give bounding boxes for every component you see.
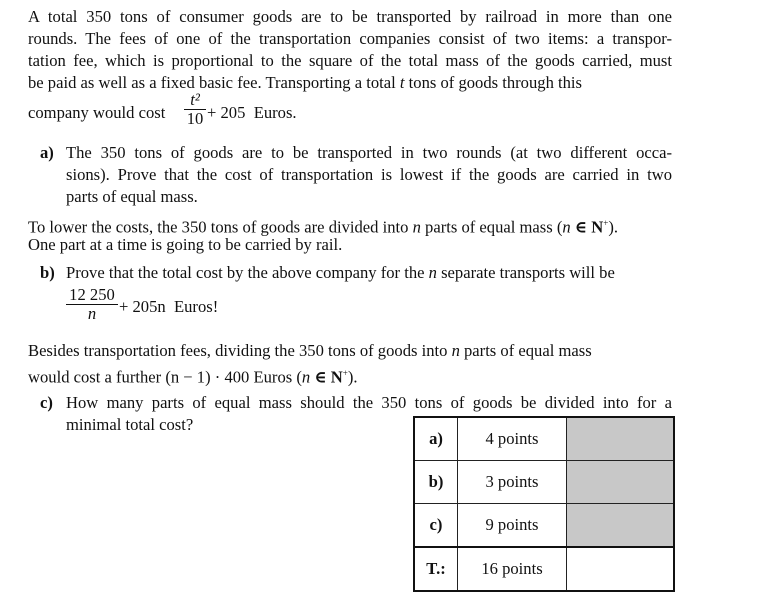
score-row-c (414, 504, 674, 548)
score-row-points: 3 points (458, 461, 567, 504)
intro-line-2: rounds. The fees of one of the transportation companies consist of two items: a transpor- (28, 29, 672, 48)
intro-line-3: tation fee, which is proportional to the square of the total mass of the goods carried, must (28, 51, 672, 70)
intro-line-5-label: company would cost (28, 103, 166, 122)
score-row-a (414, 417, 674, 461)
score-table (413, 416, 675, 592)
score-row-label: b) (414, 461, 458, 504)
score-row-label: c) (414, 504, 458, 548)
part-c-line-1: How many parts of equal mass should the 350 tons of goods be divided into for a (66, 393, 672, 412)
score-row-score-cell[interactable] (567, 504, 675, 548)
cost-fraction (184, 91, 206, 128)
score-row-label: T.: (414, 547, 458, 591)
part-a-line-1: The 350 tons of goods are to be transported in two rounds (at two different occa- (66, 143, 672, 162)
middle-line-1: To lower the costs, the 350 tons of goods are divided into n parts of equal mass (n ∈ N+). (28, 217, 618, 237)
part-c-line-2: minimal total cost? (66, 415, 194, 434)
middle-line-2: One part at a time is going to be carried by rail. (28, 235, 343, 254)
besides-line-2: would cost a further (n − 1) · 400 Euros (n ∈ N+). (28, 367, 358, 387)
besides-line-1: Besides transportation fees, dividing the 350 tons of goods into n parts of equal mass (28, 341, 592, 360)
cost-fixed-fee: + 205 Euros. (207, 103, 297, 122)
score-row-points: 4 points (458, 417, 567, 461)
part-b-fraction-numerator: 12 250 (66, 286, 118, 305)
score-row-b (414, 461, 674, 504)
score-row-score-cell[interactable] (567, 417, 675, 461)
part-b-fraction (66, 286, 118, 323)
part-b-line-1: Prove that the total cost by the above company for the n separate transports will be (66, 263, 615, 282)
part-b-after-fraction: + 205n Euros! (119, 297, 219, 316)
part-a-line-3: parts of equal mass. (66, 187, 198, 206)
variable-t: t (399, 73, 405, 92)
score-row-points: 16 points (458, 547, 567, 591)
intro-line-4-a: be paid as well as a fixed basic fee. Transporting a total (28, 73, 400, 92)
cost-fraction-denominator: 10 (186, 109, 204, 128)
score-row-points: 9 points (458, 504, 567, 548)
intro-line-1: A total 350 tons of consumer goods are to be transported by railroad in more than one (28, 7, 672, 26)
cost-fraction-numerator: t² (184, 91, 206, 110)
intro-line-4 (28, 72, 672, 94)
part-a-label: a) (40, 143, 54, 162)
score-row-total (414, 547, 674, 591)
part-a-line-2: sions). Prove that the cost of transportation is lowest if the goods are carried in two (66, 165, 672, 184)
part-c-label: c) (40, 393, 53, 412)
intro-line-4-b: tons of goods through this (404, 73, 582, 92)
part-b-fraction-denominator: n (87, 304, 97, 323)
part-b-label: b) (40, 263, 55, 282)
score-row-label: a) (414, 417, 458, 461)
score-row-score-cell[interactable] (567, 547, 675, 591)
score-row-score-cell[interactable] (567, 461, 675, 504)
